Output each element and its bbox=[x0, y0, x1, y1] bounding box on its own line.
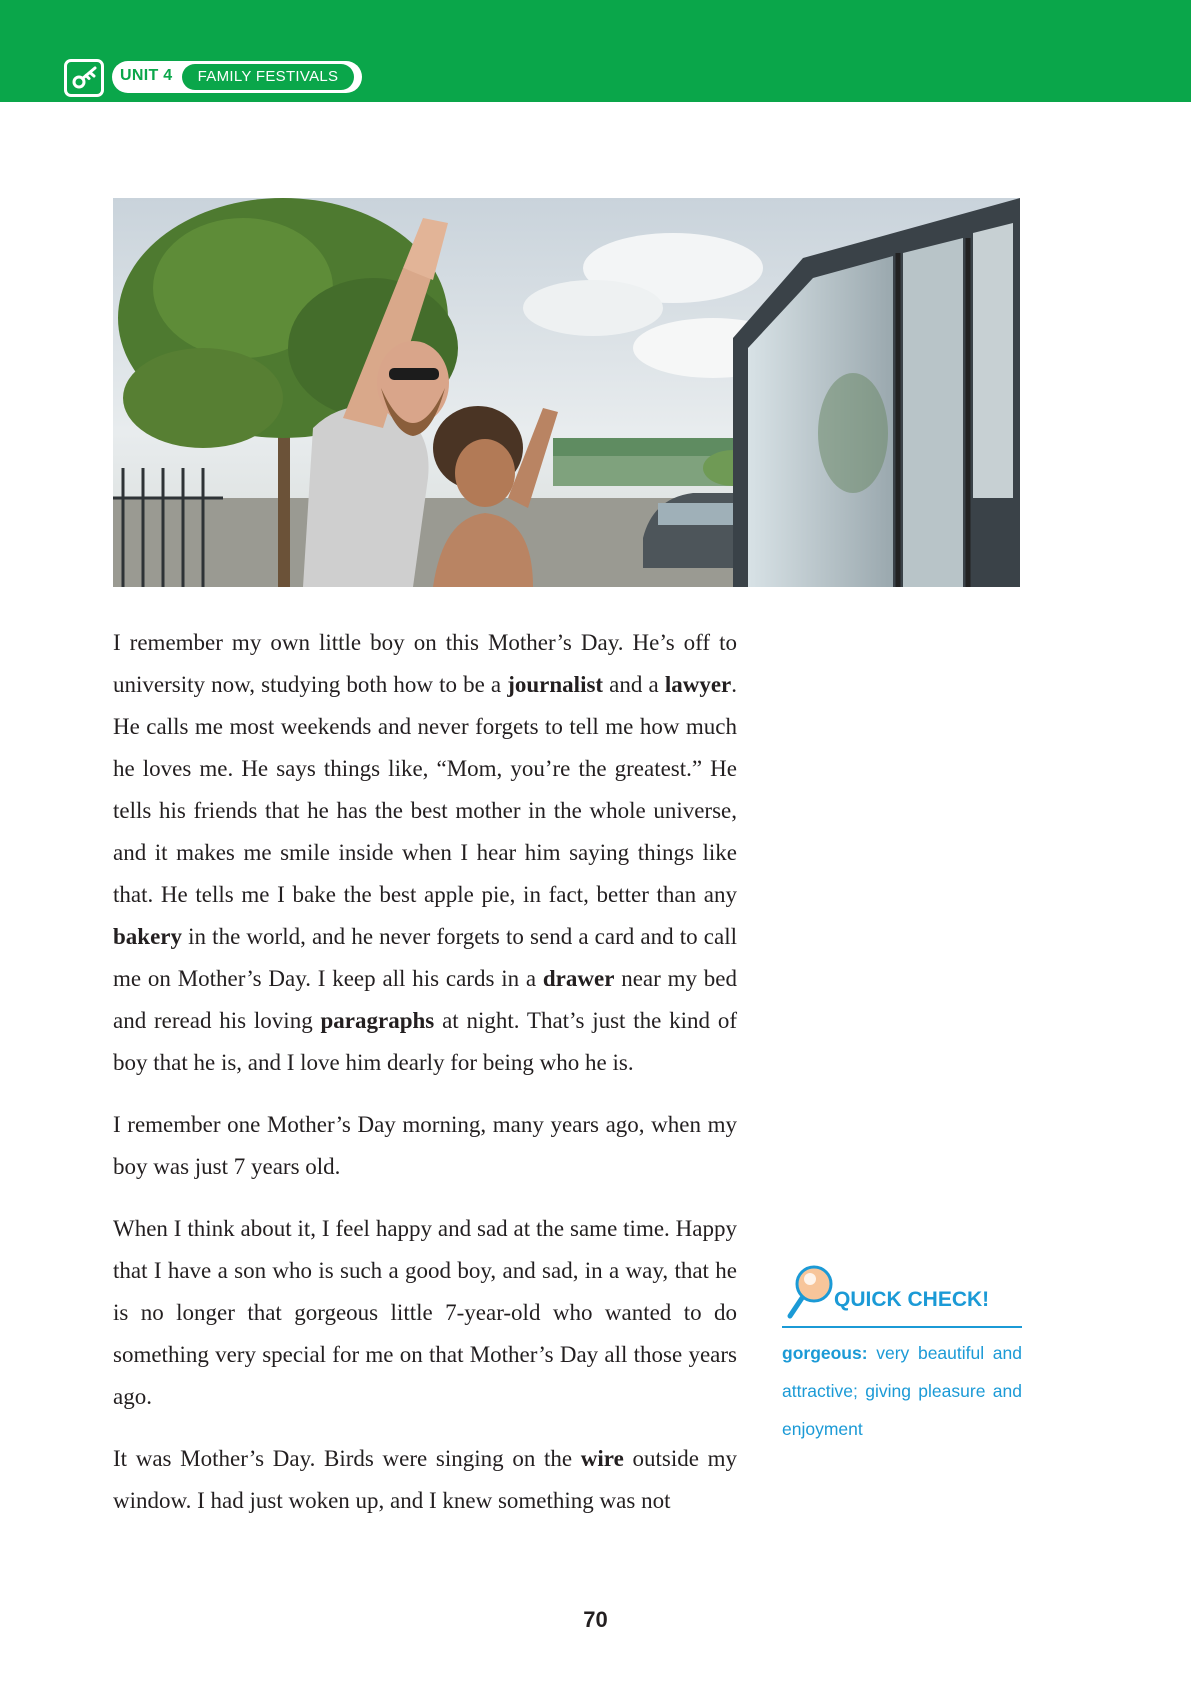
glossary-term: gorgeous: bbox=[782, 1343, 868, 1363]
vocab-word: journalist bbox=[507, 672, 604, 697]
paragraph: When I think about it, I feel happy and sad at the same time. Happy that I have a son who is such a good boy, and sad, in a way, that he is no longer that gorgeous little 7-year-old who wanted to do something very special for me on that Mother’s Day all those years ago. bbox=[113, 1216, 737, 1409]
header-bar bbox=[0, 0, 1191, 102]
unit-title: FAMILY FESTIVALS bbox=[182, 64, 354, 90]
vocab-word: lawyer bbox=[664, 672, 732, 697]
glossary-definition: very beautiful and attractive; giving pleasure and enjoyment bbox=[782, 1343, 1022, 1439]
glossary-entry bbox=[782, 1334, 1022, 1448]
vocab-word: wire bbox=[580, 1446, 624, 1471]
photo-illustration bbox=[113, 198, 1020, 587]
magnifier-icon bbox=[786, 1262, 836, 1327]
key-icon bbox=[64, 59, 104, 97]
reading-passage bbox=[113, 622, 737, 1542]
page-number: 70 bbox=[583, 1607, 608, 1632]
paragraph: I remember my own little boy on this Mother’s Day. He’s off to university now, studying both how to be a journalist and a lawyer. He calls me most weekends and never forgets to tell me how much he loves me. He says things like, “Mom, you’re the greatest.” He tells his friends that he has the best mother in the whole universe, and it makes me smile inside when I hear him saying things like that. He tells me I bake the best apple pie, in fact, better than any bakery in the world, and he never forgets to send a card and to call me on Mother’s Day. I keep all his cards in a drawer near my bed and reread his loving paragraphs at night. That’s just the kind of boy that he is, and I love him dearly for being who he is. bbox=[113, 630, 737, 1075]
vocab-word: bakery bbox=[113, 924, 182, 949]
quick-check-box bbox=[782, 1262, 1022, 1448]
vocab-word: paragraphs bbox=[320, 1008, 435, 1033]
unit-label: UNIT 4 bbox=[120, 67, 173, 84]
quick-check-title: QUICK CHECK! bbox=[834, 1288, 990, 1311]
unit-badge bbox=[112, 61, 362, 93]
vocab-word: drawer bbox=[542, 966, 615, 991]
paragraph: It was Mother’s Day. Birds were singing on the wire outside my window. I had just woken up, and I knew something was not bbox=[113, 1446, 737, 1513]
quick-check-header bbox=[782, 1262, 1022, 1328]
paragraph: I remember one Mother’s Day morning, many years ago, when my boy was just 7 years old. bbox=[113, 1112, 737, 1179]
